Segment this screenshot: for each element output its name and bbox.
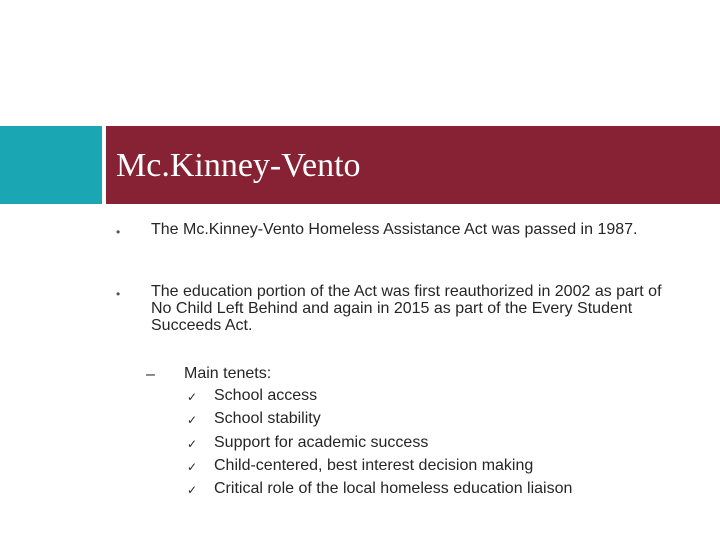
- check-icon: ✓: [187, 483, 198, 498]
- point-1: The Mc.Kinney-Vento Homeless Assistance Act was passed in 1987.: [151, 221, 638, 238]
- list-item: [187, 457, 572, 480]
- slide-title: Mc.Kinney-Vento: [116, 147, 361, 184]
- tenet-text: School access: [214, 387, 318, 404]
- tenet-text: School stability: [214, 410, 321, 428]
- check-icon: ✓: [187, 459, 198, 474]
- check-icon: ✓: [187, 413, 198, 428]
- tenet-text: Critical role of the local homeless education liaison: [214, 480, 573, 498]
- list-item: [187, 387, 572, 410]
- tenets-label: Main tenets:: [184, 365, 272, 382]
- tenet-text: Child-centered, best interest decision making: [214, 456, 534, 474]
- bullet-marker: •: [116, 287, 121, 301]
- sub-bullet-marker: –: [146, 366, 155, 383]
- list-item: [187, 410, 572, 433]
- check-icon: ✓: [187, 390, 198, 404]
- bullet-marker: •: [116, 225, 121, 239]
- list-item: [187, 434, 572, 457]
- point-2: The education portion of the Act was first reauthorized in 2002 as part of No Child Left Behind and again in 2015 as part of the Every Student Succeeds Act.: [151, 283, 662, 334]
- list-item: [187, 480, 572, 503]
- tenet-text: Support for academic success: [214, 433, 429, 451]
- tenets-list: [187, 387, 572, 503]
- check-icon: ✓: [187, 436, 198, 451]
